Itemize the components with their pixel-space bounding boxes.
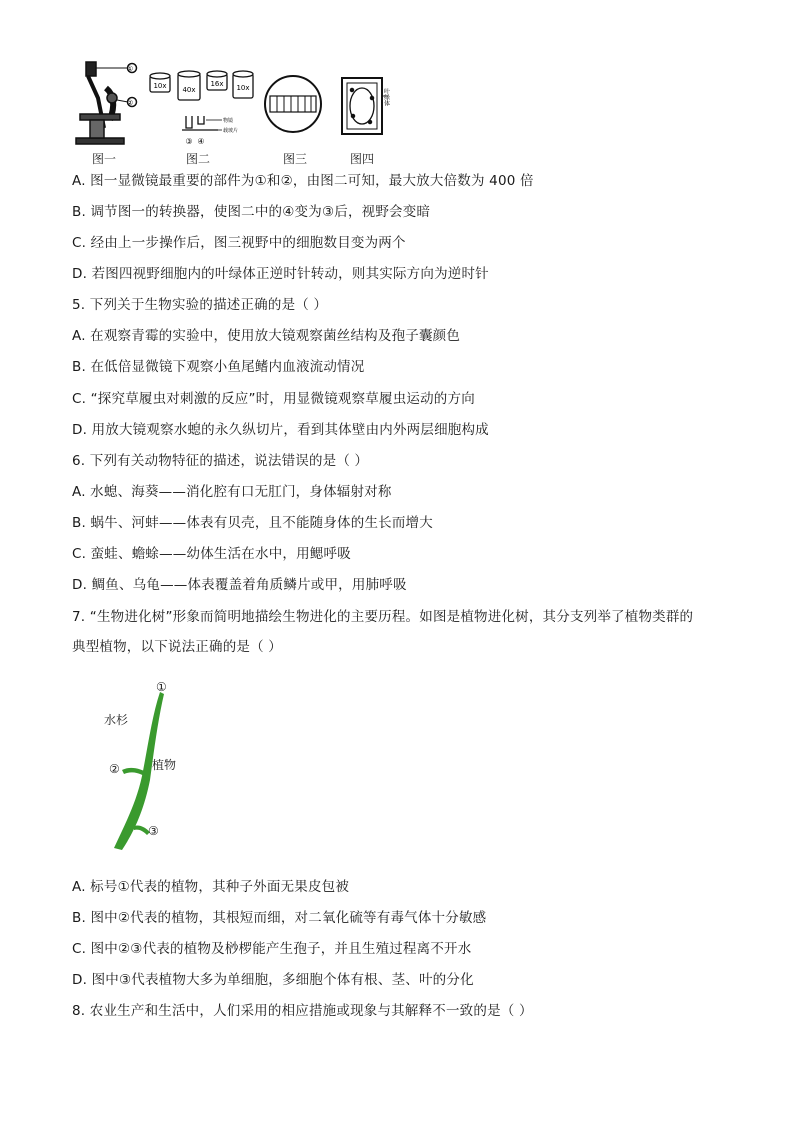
marker-3: ③ — [185, 137, 193, 146]
q5-option-d: D. 用放大镜观察水螅的永久纵切片，看到其体壁由内外两层细胞构成 — [72, 422, 489, 438]
lens-label-2: 40x — [182, 86, 196, 94]
plant-evolution-tree — [100, 676, 200, 856]
figure-label-1: 图一 — [92, 152, 117, 166]
part-label-slide: 载玻片 — [223, 128, 239, 134]
marker-2: ② — [126, 99, 134, 107]
q6-option-d: D. 鲷鱼、乌龟——体表覆盖着角质鳞片或甲，用肺呼吸 — [72, 577, 407, 593]
microscope-figures — [70, 58, 390, 170]
q4-option-b: B. 调节图一的转换器，使图二中的④变为③后，视野会变暗 — [72, 204, 431, 220]
q5-option-c: C. “探究草履虫对刺激的反应”时，用显微镜观察草履虫运动的方向 — [72, 391, 475, 407]
figure-label-3: 图三 — [283, 152, 308, 166]
q5-option-a: A. 在观察青霉的实验中，使用放大镜观察菌丝结构及孢子囊颜色 — [72, 328, 461, 344]
q4-option-d: D. 若图四视野细胞内的叶绿体正逆时针转动，则其实际方向为逆时针 — [72, 266, 489, 282]
field-of-view-cells — [265, 76, 321, 132]
q6-option-a: A. 水螅、海葵——消化腔有口无肛门，身体辐射对称 — [72, 484, 392, 500]
q7-option-c: C. 图中②③代表的植物及桫椤能产生孢子，并且生殖过程离不开水 — [72, 941, 472, 957]
lens-label-1: 10x — [153, 82, 167, 90]
q5-stem: 5. 下列关于生物实验的描述正确的是（ ） — [72, 297, 328, 313]
lens-label-3: 16x — [210, 80, 224, 88]
q5-option-b: B. 在低倍显微镜下观察小鱼尾鳍内血液流动情况 — [72, 359, 365, 375]
q7-option-b: B. 图中②代表的植物，其根短而细，对二氧化硫等有毒气体十分敏感 — [72, 910, 487, 926]
q8-stem: 8. 农业生产和生活中，人们采用的相应措施或现象与其解释不一致的是（ ） — [72, 1003, 533, 1019]
q7-option-d: D. 图中③代表植物大多为单细胞，多细胞个体有根、茎、叶的分化 — [72, 972, 474, 988]
q6-stem: 6. 下列有关动物特征的描述，说法错误的是（ ） — [72, 453, 369, 469]
figure-row — [70, 58, 390, 170]
tree-name-plant: 植物 — [152, 758, 177, 772]
q4-option-c: C. 经由上一步操作后，图三视野中的细胞数目变为两个 — [72, 235, 406, 251]
leaf-chloroplast-label: 叶绿体 — [382, 88, 390, 106]
lens-set — [150, 71, 253, 130]
tree-label-2: ② — [109, 762, 120, 776]
figure-label-2: 图二 — [186, 152, 211, 166]
q6-option-c: C. 蛮蛙、蟾蜍——幼体生活在水中，用鳃呼吸 — [72, 546, 351, 562]
tree-label-1: ① — [156, 680, 167, 694]
tree-label-3: ③ — [148, 824, 159, 838]
leaf-cell — [342, 78, 388, 134]
part-label-objective: 物镜 — [223, 118, 234, 124]
q6-option-b: B. 蜗牛、河蚌——体表有贝壳，且不能随身体的生长而增大 — [72, 515, 433, 531]
q7-option-a: A. 标号①代表的植物，其种子外面无果皮包被 — [72, 879, 350, 895]
q4-option-a: A. 图一显微镜最重要的部件为①和②，由图二可知，最大放大倍数为 400 倍 — [72, 173, 534, 189]
marker-1: ① — [126, 65, 134, 73]
lens-label-4: 10x — [236, 84, 250, 92]
q7-stem-line2: 典型植物，以下说法正确的是（ ） — [72, 639, 282, 655]
figure-label-4: 图四 — [350, 152, 375, 166]
q7-stem-line1: 7. “生物进化树”形象而简明地描绘生物进化的主要历程。如图是植物进化树，其分支列举了植物类群的 — [72, 609, 694, 625]
tree-name-water-fir: 水杉 — [104, 713, 129, 727]
marker-4: ④ — [197, 137, 205, 146]
